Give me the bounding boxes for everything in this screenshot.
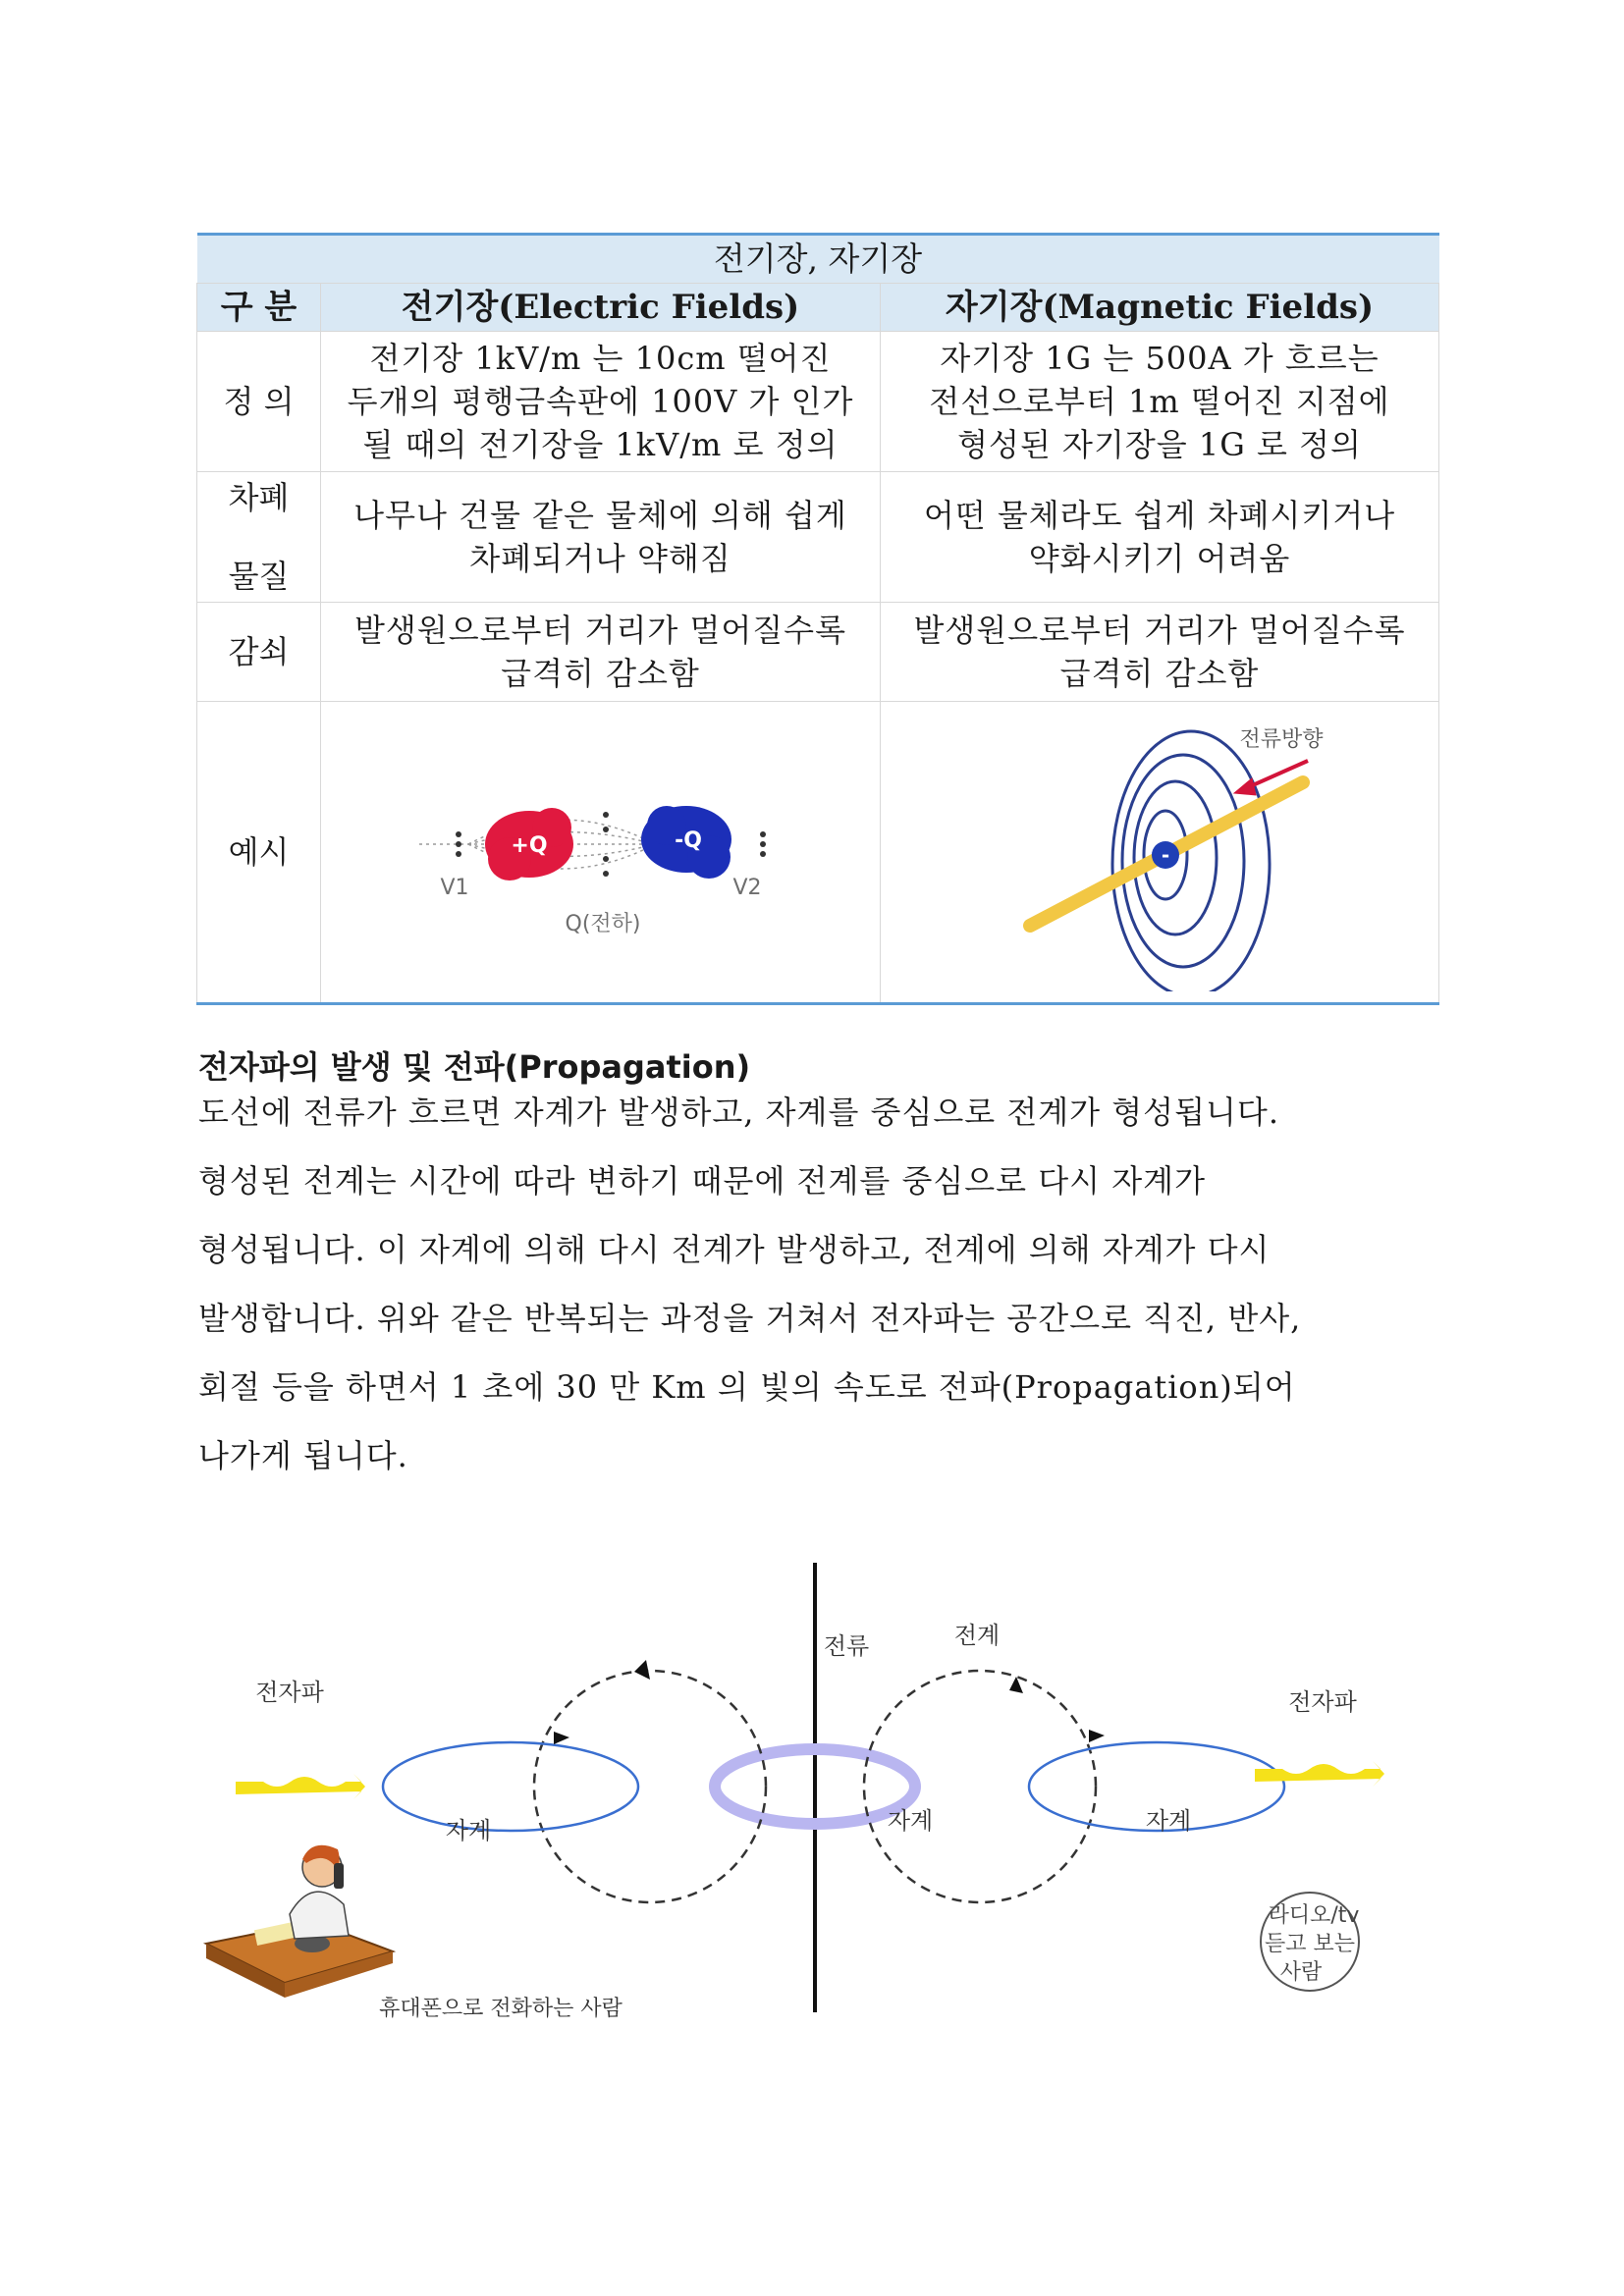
section-title: 전자파의 발생 및 전파(Propagation) — [198, 1048, 751, 1086]
v2-label: V2 — [732, 876, 762, 900]
definition-magnetic-line: 형성된 자기장을 1G 로 정의 — [957, 426, 1362, 463]
left-loop-arrow-icon — [634, 1660, 650, 1680]
shielding-magnetic-line: 약화시키기 어려움 — [1028, 540, 1291, 577]
section-paragraph — [198, 1078, 1435, 1490]
propagation-diagram — [196, 1551, 1443, 2032]
row-label-shielding-line1: 차폐 — [228, 479, 290, 516]
radio-label-line1: 라디오/tv — [1268, 1903, 1360, 1928]
paragraph-line: 형성된 전계는 시간에 따라 변하기 때문에 전계를 중심으로 다시 자계가 — [198, 1162, 1206, 1200]
definition-electric-line: 될 때의 전기장을 1kV/m 로 정의 — [362, 426, 839, 463]
table-header-row — [197, 284, 1439, 332]
header-magnetic: 자기장(Magnetic Fields) — [881, 284, 1439, 332]
left-magnetic-arrow-icon — [554, 1732, 569, 1744]
definition-magnetic-line: 자기장 1G 는 500A 가 흐르는 — [940, 340, 1380, 377]
shielding-electric-line: 나무나 건물 같은 물체에 의해 쉽게 — [353, 497, 847, 534]
paragraph-line: 형성됩니다. 이 자계에 의해 다시 전계가 발생하고, 전계에 의해 자계가 다시 — [198, 1231, 1271, 1268]
table-caption: 전기장, 자기장 — [197, 235, 1439, 284]
positive-charge-label: +Q — [511, 833, 548, 858]
electric-field-figure-cell — [321, 702, 881, 1004]
row-label-shielding — [197, 472, 321, 603]
magnetic-center-label: 자계 — [887, 1807, 934, 1835]
decay-electric-line: 발생원으로부터 거리가 멀어질수록 — [353, 612, 847, 649]
current-direction-label: 전류방향 — [1239, 727, 1324, 752]
definition-magnetic-cell — [881, 332, 1439, 472]
radio-label-line2: 듣고 보는 — [1264, 1932, 1356, 1956]
table-caption-row — [197, 235, 1439, 284]
left-wave-arrow-icon — [236, 1774, 365, 1799]
row-label-shielding-line2: 물질 — [228, 558, 290, 595]
decay-magnetic-cell — [881, 603, 1439, 702]
magnetic-right-label: 자계 — [1145, 1807, 1192, 1835]
paragraph-line: 회절 등을 하면서 1 초에 30 만 Km 의 빛의 속도로 전파(Propagation)되어 — [198, 1368, 1296, 1406]
definition-electric-line: 두개의 평행금속판에 100V 가 인가 — [347, 383, 854, 420]
table-row-decay — [197, 603, 1439, 702]
magnetic-ring-icons — [1112, 731, 1270, 991]
table-row-example — [197, 702, 1439, 1004]
shielding-electric-line: 차폐되거나 약해짐 — [469, 540, 731, 577]
right-wave-arrow-icon — [1255, 1761, 1384, 1787]
definition-electric-line: 전기장 1kV/m 는 10cm 떨어진 — [369, 340, 832, 377]
paragraph-line: 나가게 됩니다. — [198, 1437, 408, 1474]
right-magnetic-arrow-icon — [1089, 1730, 1105, 1742]
phone-caption: 휴대폰으로 전화하는 사람 — [379, 1997, 623, 2021]
table-row-shielding — [197, 472, 1439, 603]
paragraph-line: 도선에 전류가 흐르면 자계가 발생하고, 자계를 중심으로 전계가 형성됩니다. — [198, 1094, 1279, 1131]
row-label-definition: 정 의 — [197, 332, 321, 472]
decay-electric-cell — [321, 603, 881, 702]
magnetic-field-figure — [881, 702, 1439, 991]
charge-caption: Q(전하) — [565, 912, 641, 936]
magnetic-left-label: 자계 — [445, 1817, 492, 1844]
fields-comparison-table — [196, 233, 1439, 1005]
definition-magnetic-line: 전선으로부터 1m 떨어진 지점에 — [929, 383, 1390, 420]
wave-right-label: 전자파 — [1288, 1688, 1357, 1716]
v1-label: V1 — [440, 876, 469, 900]
row-label-decay: 감쇠 — [197, 603, 321, 702]
decay-magnetic-line: 발생원으로부터 거리가 멀어질수록 — [913, 612, 1406, 649]
table-row-definition — [197, 332, 1439, 472]
left-electric-loop — [534, 1671, 766, 1902]
shielding-magnetic-line: 어떤 물체라도 쉽게 차폐시키거나 — [923, 497, 1396, 534]
electric-dipole-figure — [321, 702, 881, 991]
definition-electric-cell — [321, 332, 881, 472]
wave-left-label: 전자파 — [255, 1679, 324, 1706]
magnetic-field-figure-cell — [881, 702, 1439, 1004]
electric-field-label: 전계 — [953, 1622, 1001, 1649]
paragraph-line: 발생합니다. 위와 같은 반복되는 과정을 거쳐서 전자파는 공간으로 직진, 반사, — [198, 1300, 1302, 1337]
decay-magnetic-line: 급격히 감소함 — [1059, 655, 1260, 692]
left-magnetic-loop — [383, 1742, 638, 1831]
right-electric-loop — [864, 1671, 1096, 1902]
center-sign: - — [1161, 843, 1170, 867]
radio-label-line3: 사람 — [1279, 1960, 1323, 1985]
header-category: 구 분 — [197, 284, 321, 332]
shielding-electric-cell — [321, 472, 881, 603]
shielding-magnetic-cell — [881, 472, 1439, 603]
row-label-example: 예시 — [197, 702, 321, 1004]
current-label: 전류 — [823, 1632, 870, 1660]
person-on-phone-icon — [206, 1845, 393, 1998]
header-electric: 전기장(Electric Fields) — [321, 284, 881, 332]
decay-electric-line: 급격히 감소함 — [501, 655, 700, 692]
negative-charge-label: -Q — [675, 828, 702, 853]
